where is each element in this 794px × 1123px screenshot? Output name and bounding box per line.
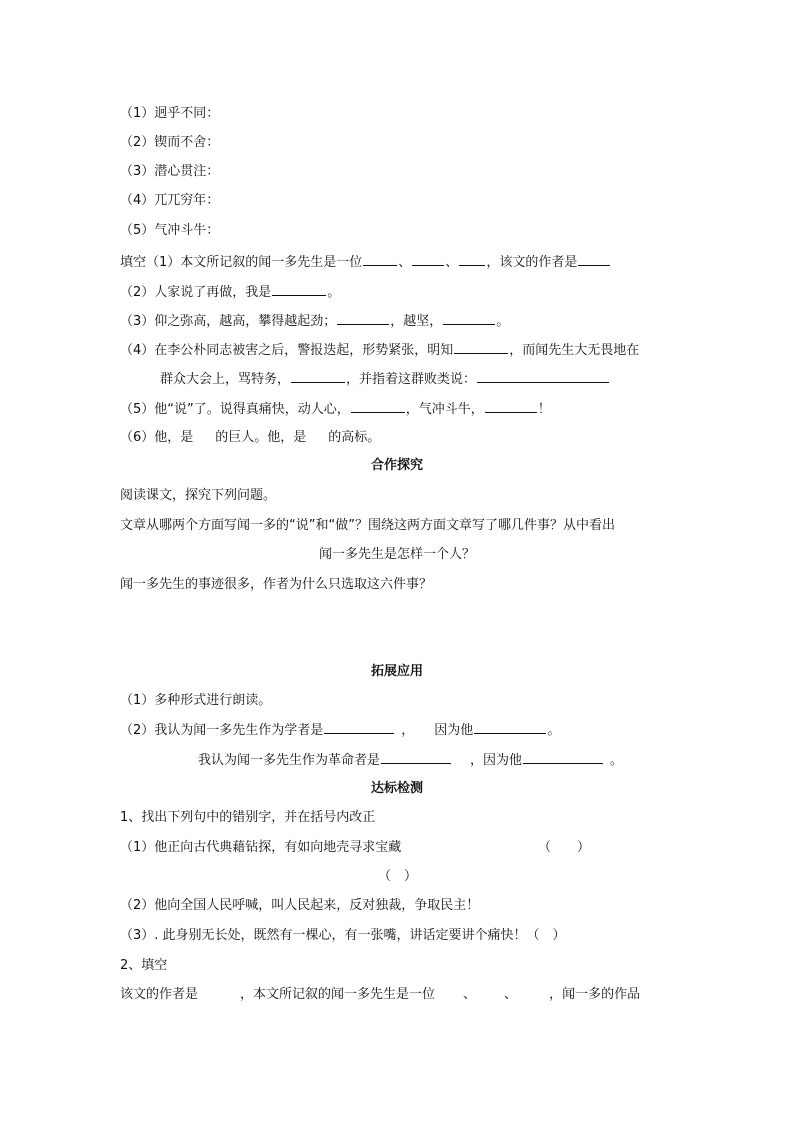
fill-text: （2）我认为闻一多先生作为学者是 <box>120 723 324 738</box>
fill-text: ！ <box>537 402 551 417</box>
fill-text: ，气冲斗牛， <box>405 402 484 417</box>
fill-text: 、 <box>504 987 518 1002</box>
fill-line-2 <box>120 283 340 302</box>
fill-text: （4）在李公朴同志被害之后，警报迭起，形势紧张，明知 <box>120 343 454 358</box>
fill-line-1 <box>120 253 611 272</box>
answer-blank[interactable] <box>324 721 394 734</box>
fill-text: 我认为闻一多先生作为革命者是 <box>198 753 381 768</box>
answer-blank[interactable] <box>485 400 537 413</box>
vocab-item-5: （5）气冲斗牛： <box>120 223 220 238</box>
fill-text: ，越坚， <box>390 314 443 329</box>
fill-text: 。 <box>327 285 341 300</box>
fill-text: （1）他正向古代典藉钻探，有如向地壳寻求宝藏 <box>120 840 402 855</box>
vocab-item-3: （3）潜心贯注： <box>120 164 220 179</box>
fill-text: 、 <box>463 987 477 1002</box>
fill-text: ，闻一多的作品 <box>549 987 641 1002</box>
answer-blank[interactable] <box>291 370 345 383</box>
answer-blank[interactable] <box>474 721 546 734</box>
fill-sep: 、 <box>398 255 412 270</box>
fill-text: 该文的作者是 <box>120 987 199 1002</box>
fill-line-3 <box>120 312 509 331</box>
fill-text: 。 <box>547 723 561 738</box>
section-title-extension: 拓展应用 <box>370 664 423 679</box>
extension-item-1: （1）多种形式进行朗读。 <box>120 693 272 708</box>
vocab-item-1: （1）迥乎不同： <box>120 106 220 121</box>
fill-line-5 <box>160 370 610 389</box>
answer-blank[interactable] <box>363 253 397 266</box>
fill-text: ，本文所记叙的闻一多先生是一位 <box>240 987 436 1002</box>
section1-question-cont: 闻一多先生是怎样一个人？ <box>318 547 475 562</box>
answer-blank[interactable] <box>459 253 485 266</box>
fill-text: ，而闻先生大无畏地在 <box>509 343 640 358</box>
answer-blank[interactable] <box>337 312 389 325</box>
fill-text: 因为他 <box>434 723 474 738</box>
extension-item-3 <box>198 751 623 770</box>
fill-text: 。 <box>496 314 510 329</box>
fill-text: 填空（1）本文所记叙的闻一多先生是一位 <box>120 255 363 270</box>
answer-blank[interactable] <box>272 283 326 296</box>
fill-text: ，因为他 <box>470 753 523 768</box>
fill-text: （6）他，是 <box>120 430 194 445</box>
assessment-item-3: （3）. 此身别无长处，既然有一棵心，有一张嘴，讲话定要讲个痛快！（ ） <box>120 928 566 943</box>
fill-text: （3）仰之弥高，越高，攀得越起劲； <box>120 314 337 329</box>
assessment-item-1 <box>120 839 401 857</box>
assessment-item-2: （2）他向全国人民呼喊，叫人民起来，反对独裁，争取民主！ <box>120 898 480 913</box>
fill-text: 的巨人。他，是 <box>215 430 307 445</box>
fill-line-6 <box>120 400 551 419</box>
fill-sep: 、 <box>445 255 459 270</box>
fill-text: 。 <box>610 753 624 768</box>
fill-text: （5）他“说”了。说得真痛快，动人心， <box>120 402 350 417</box>
section1-paragraph: 阅读课文，探究下列问题。 <box>120 488 277 503</box>
answer-blank[interactable] <box>454 341 508 354</box>
fill-text: ， <box>401 723 415 738</box>
answer-blank[interactable] <box>523 751 603 764</box>
answer-paren[interactable]: （ ） <box>538 840 591 855</box>
fill-text: 群众大会上，骂特务， <box>160 372 291 387</box>
assessment-question-2: 2、填空 <box>120 958 168 973</box>
fill-line-4 <box>120 341 639 360</box>
fill-text: （2）人家说了再做，我是 <box>120 285 272 300</box>
section1-question: 文章从哪两个方面写闻一多的“说”和“做”？围绕这两方面文章写了哪几件事？从中看出 <box>120 518 615 533</box>
extension-item-2 <box>120 721 560 740</box>
answer-blank[interactable] <box>477 370 609 383</box>
fill-text: ，并指着这群败类说： <box>346 372 477 387</box>
fill-text: ，该文的作者是 <box>486 255 578 270</box>
assessment-fill-line <box>120 986 640 1004</box>
fill-text: 的高标。 <box>328 430 381 445</box>
answer-blank[interactable] <box>578 253 610 266</box>
answer-paren[interactable]: （ ） <box>378 869 418 884</box>
fill-line-7 <box>120 429 380 447</box>
section-title-cooperation: 合作探究 <box>370 458 423 473</box>
answer-blank[interactable] <box>443 312 495 325</box>
vocab-item-4: （4）兀兀穷年： <box>120 193 220 208</box>
answer-blank[interactable] <box>351 400 405 413</box>
assessment-question-1: 1、找出下列句中的错别字，并在括号内改正 <box>120 810 376 825</box>
answer-blank[interactable] <box>381 751 451 764</box>
vocab-item-2: （2）锲而不舍： <box>120 135 220 150</box>
section-title-assessment: 达标检测 <box>370 781 423 796</box>
section1-question-2: 闻一多先生的事迹很多，作者为什么只选取这六件事？ <box>120 577 433 592</box>
answer-blank[interactable] <box>412 253 444 266</box>
